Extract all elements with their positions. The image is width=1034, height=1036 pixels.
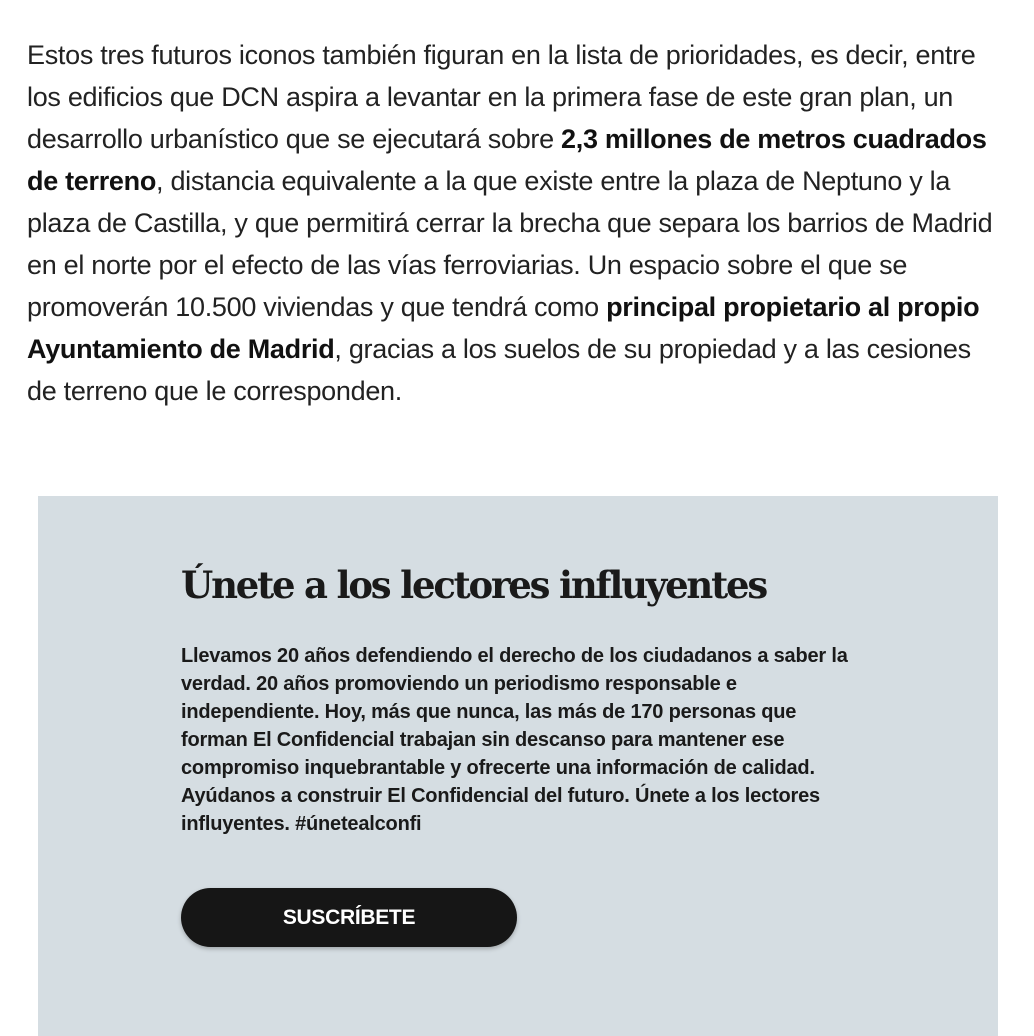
article-paragraph [27, 34, 1002, 412]
promo-title: Únete a los lectores influyentes [181, 563, 766, 607]
article-text: , distancia equivalente a la que existe entre la plaza de Neptuno y la plaza de Castilla, y que permitirá cerrar la brecha que separa los barrios de Madrid en el norte por el efecto de las vías ferroviarias. Un espacio sobre el que se promoverán 10.500 viviendas y que tendrá como [27, 166, 993, 322]
promo-body: Llevamos 20 años defendiendo el derecho de los ciudadanos a saber la verdad. 20 años promoviendo un periodismo responsable e independiente. Hoy, más que nunca, las más de 170 personas que forman El Confidencial trabajan sin descanso para mantener ese compromiso inquebrantable y ofrecerte una información de calidad. Ayúdanos a construir El Confidencial del futuro. Únete a los lectores influyentes. #únetealconfi [181, 645, 848, 835]
article-highlight-surface: 2,3 millones de metros cuadrados de terreno [27, 124, 987, 196]
subscription-promo [38, 496, 998, 1036]
article-text: Estos tres futuros iconos también figuran en la lista de prioridades, es decir, entre los edificios que DCN aspira a levantar en la primera fase de este gran plan, un desarrollo urbanístico que se ejecutará sobre [27, 40, 976, 154]
article-highlight-owner: principal propietario al propio Ayuntamiento de Madrid [27, 292, 980, 364]
article-text: , gracias a los suelos de su propiedad y a las cesiones de terreno que le corresponden. [27, 334, 971, 406]
subscribe-button[interactable]: SUSCRÍBETE [181, 888, 517, 947]
